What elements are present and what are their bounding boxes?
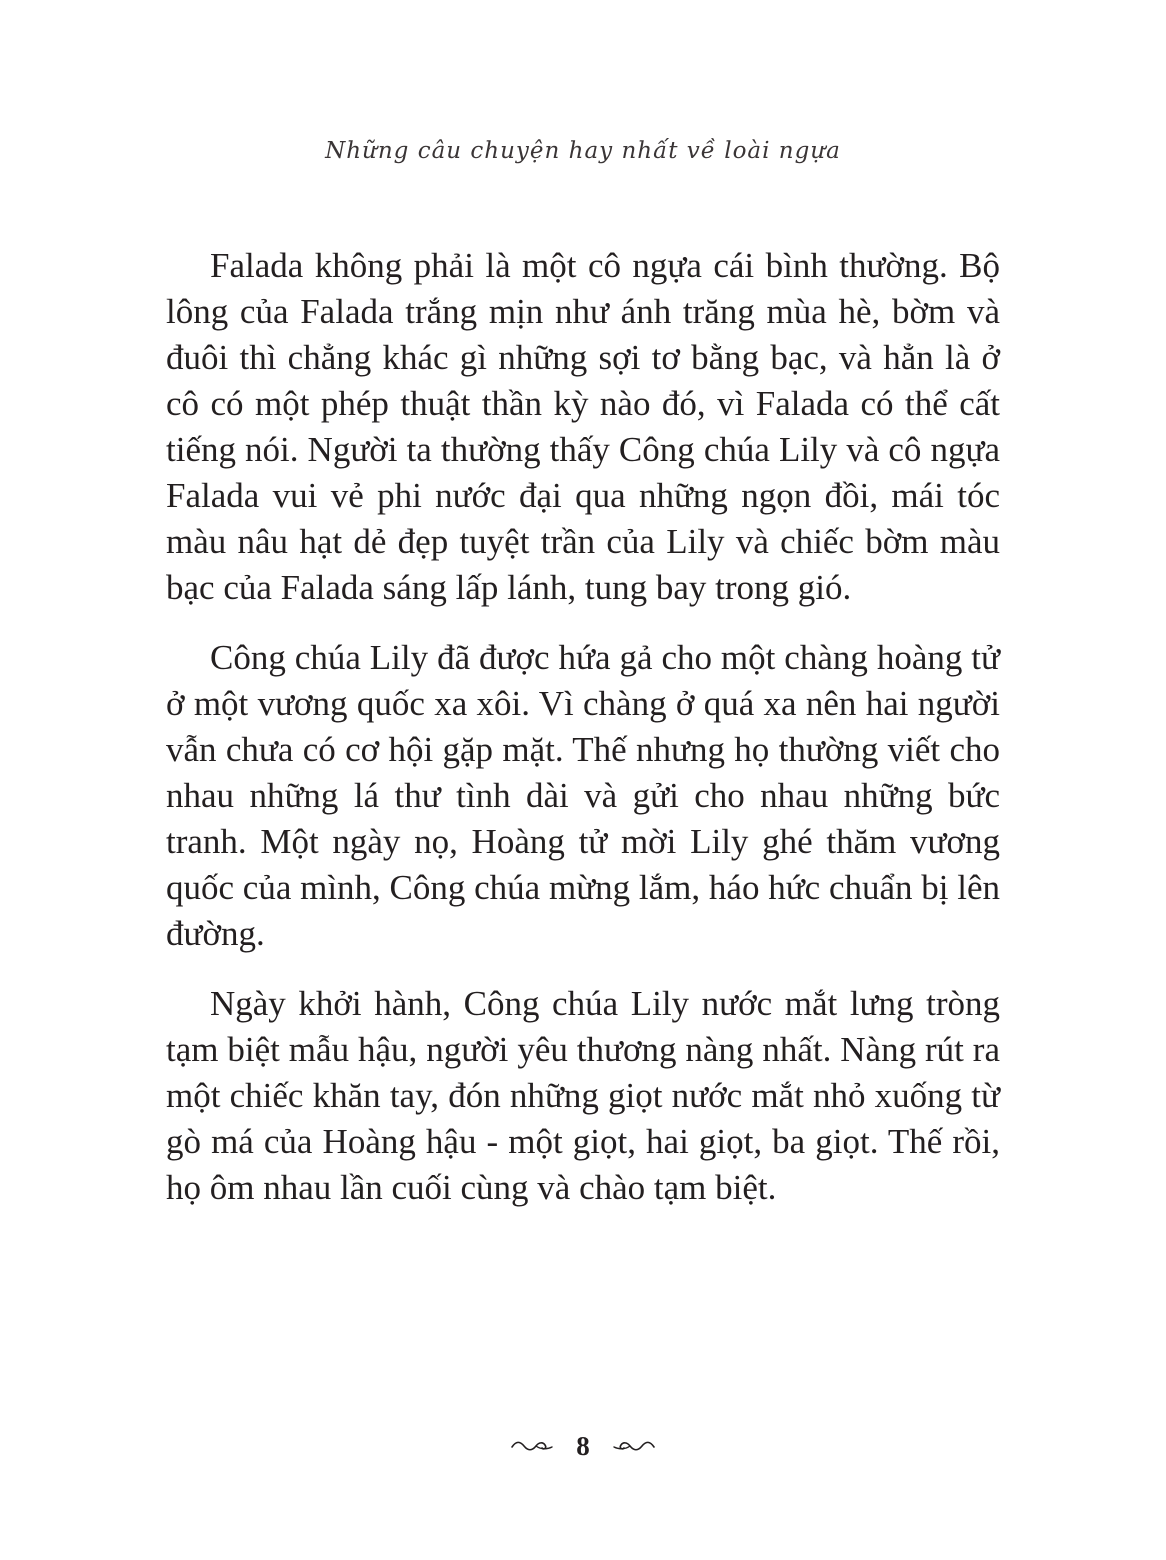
page-footer: [0, 1426, 1166, 1466]
swirl-ornament-right-icon: [612, 1438, 656, 1454]
running-header: Những câu chuyện hay nhất về loài ngựa: [325, 138, 841, 164]
paragraph-2: Công chúa Lily đã được hứa gả cho một chàng hoàng tử ở một vương quốc xa xôi. Vì chàng ở quá xa nên hai người vẫn chưa có cơ hội gặp mặt. Thế nhưng họ thường viết cho nhau những lá thư tình dài và gửi cho nhau những bức tranh. Một ngày nọ, Hoàng tử mời Lily ghé thăm vương quốc của mình, Công chúa mừng lắm, háo hức chuẩn bị lên đường.: [166, 638, 1000, 953]
swirl-ornament-left-icon: [510, 1438, 554, 1454]
paragraph-1: Falada không phải là một cô ngựa cái bình thường. Bộ lông của Falada trắng mịn như ánh trăng mùa hè, bờm và đuôi thì chẳng khác gì những sợi tơ bằng bạc, và hẳn là ở cô có một phép thuật thần kỳ nào đó, vì Falada có thể cất tiếng nói. Người ta thường thấy Công chúa Lily và cô ngựa Falada vui vẻ phi nước đại qua những ngọn đồi, mái tóc màu nâu hạt dẻ đẹp tuyệt trần của Lily và chiếc bờm màu bạc của Falada sáng lấp lánh, tung bay trong gió.: [166, 246, 1000, 607]
paragraph-3: Ngày khởi hành, Công chúa Lily nước mắt lưng tròng tạm biệt mẫu hậu, người yêu thương nàng nhất. Nàng rút ra một chiếc khăn tay, đón những giọt nước mắt nhỏ xuống từ gò má của Hoàng hậu - một giọt, hai giọt, ba giọt. Thế rồi, họ ôm nhau lần cuối cùng và chào tạm biệt.: [166, 984, 1000, 1207]
page-body: [166, 243, 1000, 1235]
page-number: 8: [576, 1430, 590, 1461]
